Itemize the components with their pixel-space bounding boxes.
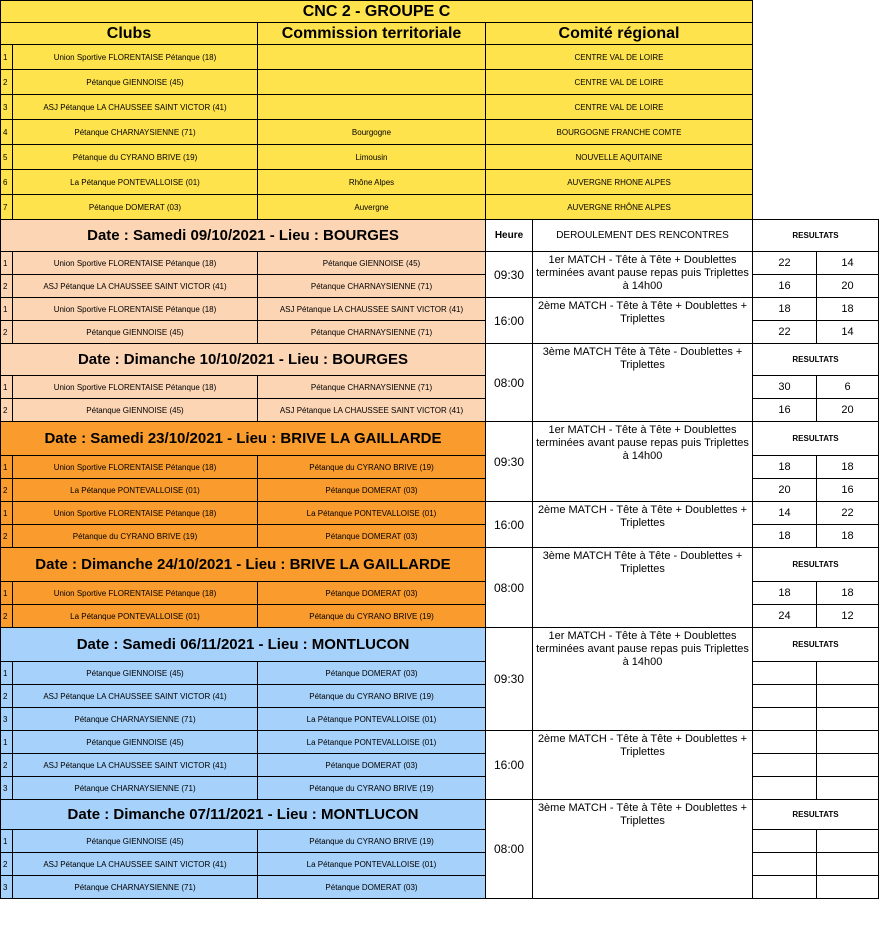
team-b: Pétanque du CYRANO BRIVE (19) [258,456,486,479]
results-header: RESULTATS [753,548,879,582]
score-a: 18 [753,525,817,548]
score-b: 18 [817,456,879,479]
team-b: Pétanque du CYRANO BRIVE (19) [258,830,486,853]
slot-time: 16:00 [486,502,533,548]
match-number: 2 [1,399,13,422]
date-heading: Date : Samedi 06/11/2021 - Lieu : MONTLUCON [1,628,486,662]
score-a: 24 [753,605,817,628]
score-a [753,731,817,754]
slot-time: 09:30 [486,252,533,298]
score-b: 12 [817,605,879,628]
club-name: ASJ Pétanque LA CHAUSSEE SAINT VICTOR (41) [13,95,258,120]
date-row [1,800,879,830]
spacer [753,70,879,95]
match-number: 2 [1,754,13,777]
date-heading: Date : Samedi 23/10/2021 - Lieu : BRIVE LA GAILLARDE [1,422,486,456]
match-number: 1 [1,502,13,525]
score-b [817,731,879,754]
slot-description: 3ème MATCH - Tête à Tête + Doublettes + Triplettes [533,800,753,899]
score-b: 14 [817,321,879,344]
score-b [817,876,879,899]
match-row [1,252,879,275]
match-row [1,298,879,321]
score-a: 30 [753,376,817,399]
team-b: Pétanque DOMERAT (03) [258,582,486,605]
team-b: La Pétanque PONTEVALLOISE (01) [258,731,486,754]
team-a: Pétanque du CYRANO BRIVE (19) [13,525,258,548]
slot-time: 16:00 [486,731,533,800]
score-a [753,708,817,731]
spacer [753,95,879,120]
results-header: RESULTATS [753,422,879,456]
slot-time: 09:30 [486,628,533,731]
match-number: 2 [1,853,13,876]
match-number: 1 [1,456,13,479]
team-b: ASJ Pétanque LA CHAUSSEE SAINT VICTOR (41) [258,298,486,321]
date-row [1,344,879,376]
score-b: 20 [817,399,879,422]
club-number: 7 [1,195,13,220]
match-number: 1 [1,298,13,321]
match-number: 2 [1,321,13,344]
score-a: 20 [753,479,817,502]
club-commission: Bourgogne [258,120,486,145]
team-a: Union Sportive FLORENTAISE Pétanque (18) [13,252,258,275]
spacer [753,45,879,70]
match-number: 2 [1,479,13,502]
team-a: ASJ Pétanque LA CHAUSSEE SAINT VICTOR (41) [13,754,258,777]
team-b: Pétanque CHARNAYSIENNE (71) [258,321,486,344]
slot-description: 1er MATCH - Tête à Tête + Doublettes terminées avant pause repas puis Triplettes à 14h00 [533,252,753,298]
date-heading: Date : Dimanche 24/10/2021 - Lieu : BRIVE LA GAILLARDE [1,548,486,582]
team-a: Pétanque GIENNOISE (45) [13,731,258,754]
spacer [753,170,879,195]
club-row [1,195,879,220]
club-number: 1 [1,45,13,70]
club-comite: CENTRE VAL DE LOIRE [486,70,753,95]
team-b: Pétanque DOMERAT (03) [258,525,486,548]
commission-header: Commission territoriale [258,23,486,45]
match-number: 2 [1,685,13,708]
date-heading: Date : Dimanche 10/10/2021 - Lieu : BOURGES [1,344,486,376]
team-a: Union Sportive FLORENTAISE Pétanque (18) [13,376,258,399]
slot-time: 08:00 [486,344,533,422]
deroulement-header: DEROULEMENT DES RENCONTRES [533,220,753,252]
score-a [753,853,817,876]
team-a: La Pétanque PONTEVALLOISE (01) [13,479,258,502]
match-number: 2 [1,525,13,548]
score-a [753,777,817,800]
team-b: ASJ Pétanque LA CHAUSSEE SAINT VICTOR (41) [258,399,486,422]
slot-description: 1er MATCH - Tête à Tête + Doublettes terminées avant pause repas puis Triplettes à 14h00 [533,422,753,502]
club-name: Pétanque CHARNAYSIENNE (71) [13,120,258,145]
team-a: Union Sportive FLORENTAISE Pétanque (18) [13,298,258,321]
date-row [1,422,879,456]
score-a [753,662,817,685]
team-a: Union Sportive FLORENTAISE Pétanque (18) [13,582,258,605]
team-b: Pétanque DOMERAT (03) [258,876,486,899]
team-a: ASJ Pétanque LA CHAUSSEE SAINT VICTOR (41) [13,275,258,298]
score-a: 14 [753,502,817,525]
slot-description: 3ème MATCH Tête à Tête - Doublettes + Triplettes [533,344,753,422]
club-comite: NOUVELLE AQUITAINE [486,145,753,170]
team-a: Pétanque GIENNOISE (45) [13,662,258,685]
results-header: RESULTATS [753,628,879,662]
score-a [753,754,817,777]
team-a: La Pétanque PONTEVALLOISE (01) [13,605,258,628]
spacer [753,145,879,170]
club-row [1,120,879,145]
match-number: 1 [1,376,13,399]
results-header: RESULTATS [753,220,879,252]
club-commission [258,70,486,95]
team-b: Pétanque du CYRANO BRIVE (19) [258,605,486,628]
team-a: Pétanque GIENNOISE (45) [13,830,258,853]
team-b: Pétanque du CYRANO BRIVE (19) [258,685,486,708]
club-comite: CENTRE VAL DE LOIRE [486,45,753,70]
score-b [817,708,879,731]
slot-description: 2ème MATCH - Tête à Tête + Doublettes + Triplettes [533,731,753,800]
team-a: Pétanque CHARNAYSIENNE (71) [13,777,258,800]
match-row [1,502,879,525]
club-name: Pétanque du CYRANO BRIVE (19) [13,145,258,170]
score-b [817,830,879,853]
club-number: 4 [1,120,13,145]
team-a: Pétanque GIENNOISE (45) [13,321,258,344]
score-b: 18 [817,582,879,605]
score-a: 16 [753,275,817,298]
score-a [753,876,817,899]
date-heading: Date : Samedi 09/10/2021 - Lieu : BOURGES [1,220,486,252]
team-b: La Pétanque PONTEVALLOISE (01) [258,502,486,525]
team-a: ASJ Pétanque LA CHAUSSEE SAINT VICTOR (41) [13,853,258,876]
score-a [753,830,817,853]
match-number: 1 [1,252,13,275]
club-commission: Limousin [258,145,486,170]
score-b: 18 [817,525,879,548]
score-a: 22 [753,321,817,344]
match-number: 2 [1,605,13,628]
slot-time: 08:00 [486,548,533,628]
club-number: 5 [1,145,13,170]
slot-description: 1er MATCH - Tête à Tête + Doublettes terminées avant pause repas puis Triplettes à 14h00 [533,628,753,731]
score-a [753,685,817,708]
team-a: Pétanque CHARNAYSIENNE (71) [13,708,258,731]
club-name: Pétanque GIENNOISE (45) [13,70,258,95]
team-b: Pétanque CHARNAYSIENNE (71) [258,376,486,399]
club-row [1,145,879,170]
club-row [1,95,879,120]
slot-time: 16:00 [486,298,533,344]
club-comite: AUVERGNE RHONE ALPES [486,170,753,195]
club-row [1,170,879,195]
slot-time: 09:30 [486,422,533,502]
date-row [1,548,879,582]
spacer [753,120,879,145]
team-b: Pétanque GIENNOISE (45) [258,252,486,275]
match-number: 1 [1,582,13,605]
team-a: Union Sportive FLORENTAISE Pétanque (18) [13,456,258,479]
club-number: 6 [1,170,13,195]
comite-header: Comité régional [486,23,753,45]
score-b: 16 [817,479,879,502]
club-name: Union Sportive FLORENTAISE Pétanque (18) [13,45,258,70]
club-commission: Rhône Alpes [258,170,486,195]
match-number: 1 [1,830,13,853]
score-a: 18 [753,582,817,605]
score-b [817,853,879,876]
team-b: La Pétanque PONTEVALLOISE (01) [258,708,486,731]
score-b [817,754,879,777]
club-number: 3 [1,95,13,120]
score-b [817,777,879,800]
match-number: 3 [1,708,13,731]
team-a: Union Sportive FLORENTAISE Pétanque (18) [13,502,258,525]
slot-description: 2ème MATCH - Tête à Tête + Doublettes + Triplettes [533,502,753,548]
score-a: 16 [753,399,817,422]
match-number: 3 [1,777,13,800]
team-b: Pétanque DOMERAT (03) [258,754,486,777]
club-commission [258,95,486,120]
score-b [817,662,879,685]
spacer [753,195,879,220]
date-row [1,220,879,252]
match-number: 3 [1,876,13,899]
club-commission: Auvergne [258,195,486,220]
score-a: 22 [753,252,817,275]
slot-description: 2ème MATCH - Tête à Tête + Doublettes + Triplettes [533,298,753,344]
score-b: 22 [817,502,879,525]
sheet-title: CNC 2 - GROUPE C [1,1,753,23]
team-b: Pétanque DOMERAT (03) [258,662,486,685]
match-number: 1 [1,731,13,754]
team-a: Pétanque CHARNAYSIENNE (71) [13,876,258,899]
team-b: Pétanque DOMERAT (03) [258,479,486,502]
match-number: 1 [1,662,13,685]
team-b: La Pétanque PONTEVALLOISE (01) [258,853,486,876]
club-comite: CENTRE VAL DE LOIRE [486,95,753,120]
score-b: 18 [817,298,879,321]
club-name: La Pétanque PONTEVALLOISE (01) [13,170,258,195]
score-b [817,685,879,708]
title-row [1,1,879,23]
score-b: 6 [817,376,879,399]
slot-description: 3ème MATCH Tête à Tête - Doublettes + Triplettes [533,548,753,628]
match-row [1,731,879,754]
club-number: 2 [1,70,13,95]
heure-header: Heure [486,220,533,252]
score-a: 18 [753,298,817,321]
team-a: ASJ Pétanque LA CHAUSSEE SAINT VICTOR (41) [13,685,258,708]
team-b: Pétanque du CYRANO BRIVE (19) [258,777,486,800]
club-name: Pétanque DOMERAT (03) [13,195,258,220]
club-comite: AUVERGNE RHÔNE ALPES [486,195,753,220]
date-row [1,628,879,662]
team-a: Pétanque GIENNOISE (45) [13,399,258,422]
club-comite: BOURGOGNE FRANCHE COMTE [486,120,753,145]
score-b: 20 [817,275,879,298]
score-a: 18 [753,456,817,479]
header-row [1,23,879,45]
club-row [1,70,879,95]
clubs-header: Clubs [1,23,258,45]
score-b: 14 [817,252,879,275]
slot-time: 08:00 [486,800,533,899]
results-header: RESULTATS [753,344,879,376]
club-row [1,45,879,70]
match-number: 2 [1,275,13,298]
team-b: Pétanque CHARNAYSIENNE (71) [258,275,486,298]
club-commission [258,45,486,70]
date-heading: Date : Dimanche 07/11/2021 - Lieu : MONTLUCON [1,800,486,830]
results-header: RESULTATS [753,800,879,830]
